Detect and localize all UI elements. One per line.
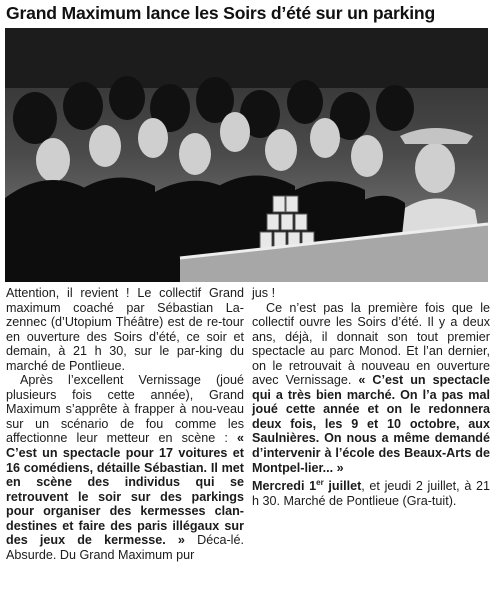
paragraph-intro: Attention, il revient ! Le collectif Grand maximum coaché par Sébastian La-zennec (d’Utopium Théâtre) est de re-tour en ouverture des Soirs d’été, ce soir et demain, à 21 h 30, sur le par-king du marché de Pontlieue. bbox=[6, 286, 244, 373]
paragraph-history bbox=[252, 301, 490, 476]
paragraph-continuation: jus ! bbox=[252, 286, 276, 300]
paragraph-show-description bbox=[6, 373, 244, 562]
event-month: juillet bbox=[328, 479, 362, 494]
success-quote: « C’est un spectacle qui a très bien marché. On l’a pas mal joué cette année et on le redonnera deux fois, les 9 et 10 octobre, aux Saulnières. On nous a même demandé d’intervenir à l’école des Beaux-Arts de Montpel-lier... » bbox=[252, 373, 491, 475]
paragraph-show-outro: Déca-lé. Absurde. Du Grand Maximum pur bbox=[6, 533, 244, 562]
paragraph-show-intro: Après l’excellent Vernissage (joué plusieurs fois cette année), Grand Maximum s’apprête à frapper à nou-veau sur un scénario de fou comme les affectionne leur metteur en scène : bbox=[6, 373, 244, 446]
event-details: , et jeudi 2 juillet, à 21 h 30. Marché de Pontlieue (Gra-tuit). bbox=[252, 479, 490, 508]
paragraph-history-intro: Ce n’est pas la première fois que le collectif ouvre les Soirs d’été. Il y a deux ans, déjà, il donnait son tout premier spectacle au parc Monod. Et l’an dernier, on le retrouvait à nouveau en ouverture avec Vernissage. bbox=[252, 300, 490, 388]
group-photo-illustration bbox=[5, 28, 488, 282]
article-photo bbox=[5, 28, 488, 282]
event-info bbox=[252, 479, 490, 508]
event-day-text: Mercredi 1 bbox=[252, 479, 317, 494]
article-column-left bbox=[6, 286, 244, 562]
article-headline: Grand Maximum lance les Soirs d’été sur un parking bbox=[6, 3, 435, 23]
director-quote: « C’est un spectacle pour 17 voitures et 16 comédiens, détaille Sébastian. Il met en scène des individus qui se retrouvent le soir sur des parkings pour organiser des kermesses clan-destines et faire des paris illégaux sur des jeux de kermesse. » bbox=[6, 431, 244, 548]
event-day bbox=[252, 479, 361, 493]
event-day-suffix: er bbox=[316, 477, 324, 487]
article-column-right bbox=[252, 286, 490, 508]
